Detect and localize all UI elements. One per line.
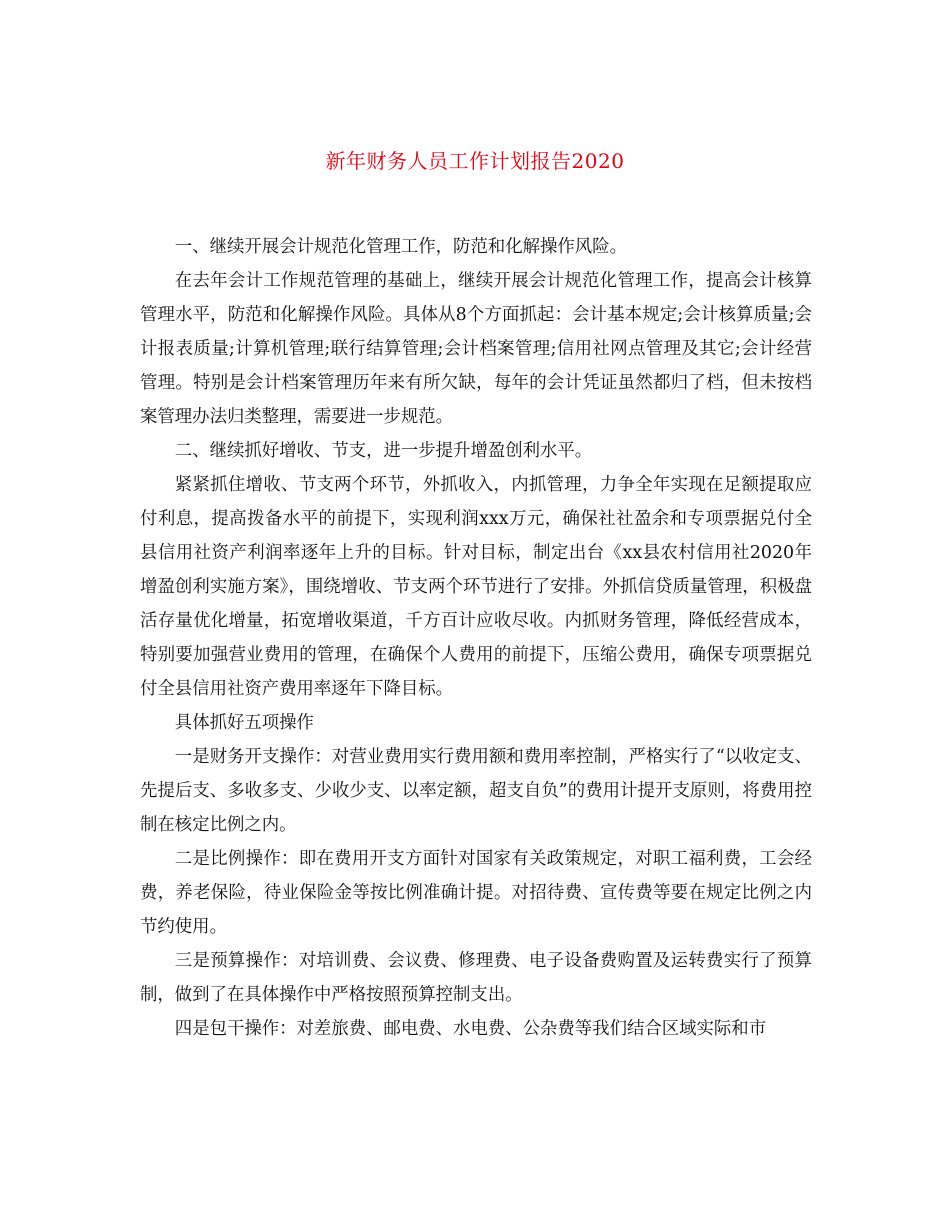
section-heading-2: 二、继续抓好增收、节支，进一步提升增盈创利水平。 [174, 441, 593, 461]
paragraph: 在去年会计工作规范管理的基础上，继续开展会计规范化管理工作，提高会计核算管理水平，防范和化解操作风险。具体从8个方面抓起：会计基本规定;会计核算质量;会计报表质量;计算机管理;联行结算管理;会计档案管理;信用社网点管理及其它;会计经营管理。特别是会计档案管理历年来有所欠缺，每年的会计凭证虽然都归了档，但未按档案管理办法归类整理，需要进一步规范。 [140, 271, 812, 427]
document-title: 新年财务人员工作计划报告2020 [325, 149, 625, 173]
paragraph: 紧紧抓住增收、节支两个环节，外抓收入，内抓管理，力争全年实现在足额提取应付利息，提高拨备水平的前提下，实现利润xxx万元，确保社社盈余和专项票据兑付全县信用社资产利润率逐年上升的目标。针对目标，制定出台《xx县农村信用社2020年增盈创利实施方案》，围绕增收、节支两个环节进行了安排。外抓信贷质量管理，积极盘活存量优化增量，拓宽增收渠道，千方百计应收尽收。内抓财务管理，降低经营成本，特别要加强营业费用的管理，在确保个人费用的前提下，压缩公费用，确保专项票据兑付全县信用社资产费用率逐年下降目标。 [140, 475, 812, 699]
section-heading-1: 一、继续开展会计规范化管理工作，防范和化解操作风险。 [174, 237, 627, 257]
subheading: 具体抓好五项操作 [174, 713, 314, 733]
paragraph: 二是比例操作：即在费用开支方面针对国家有关政策规定，对职工福利费，工会经费，养老保险，待业保险金等按比例准确计提。对招待费、宣传费等要在规定比例之内节约使用。 [140, 849, 812, 937]
paragraph: 四是包干操作：对差旅费、邮电费、水电费、公杂费等我们结合区域实际和市 [174, 1019, 767, 1039]
paragraph: 三是预算操作：对培训费、会议费、修理费、电子设备费购置及运转费实行了预算制，做到了在具体操作中严格按照预算控制支出。 [140, 951, 812, 1005]
paragraph: 一是财务开支操作：对营业费用实行费用额和费用率控制，严格实行了“以收定支、先提后支、多收多支、少收少支、以率定额，超支自负”的费用计提开支原则，将费用控制在核定比例之内。 [140, 747, 812, 835]
document-body [140, 230, 812, 1046]
